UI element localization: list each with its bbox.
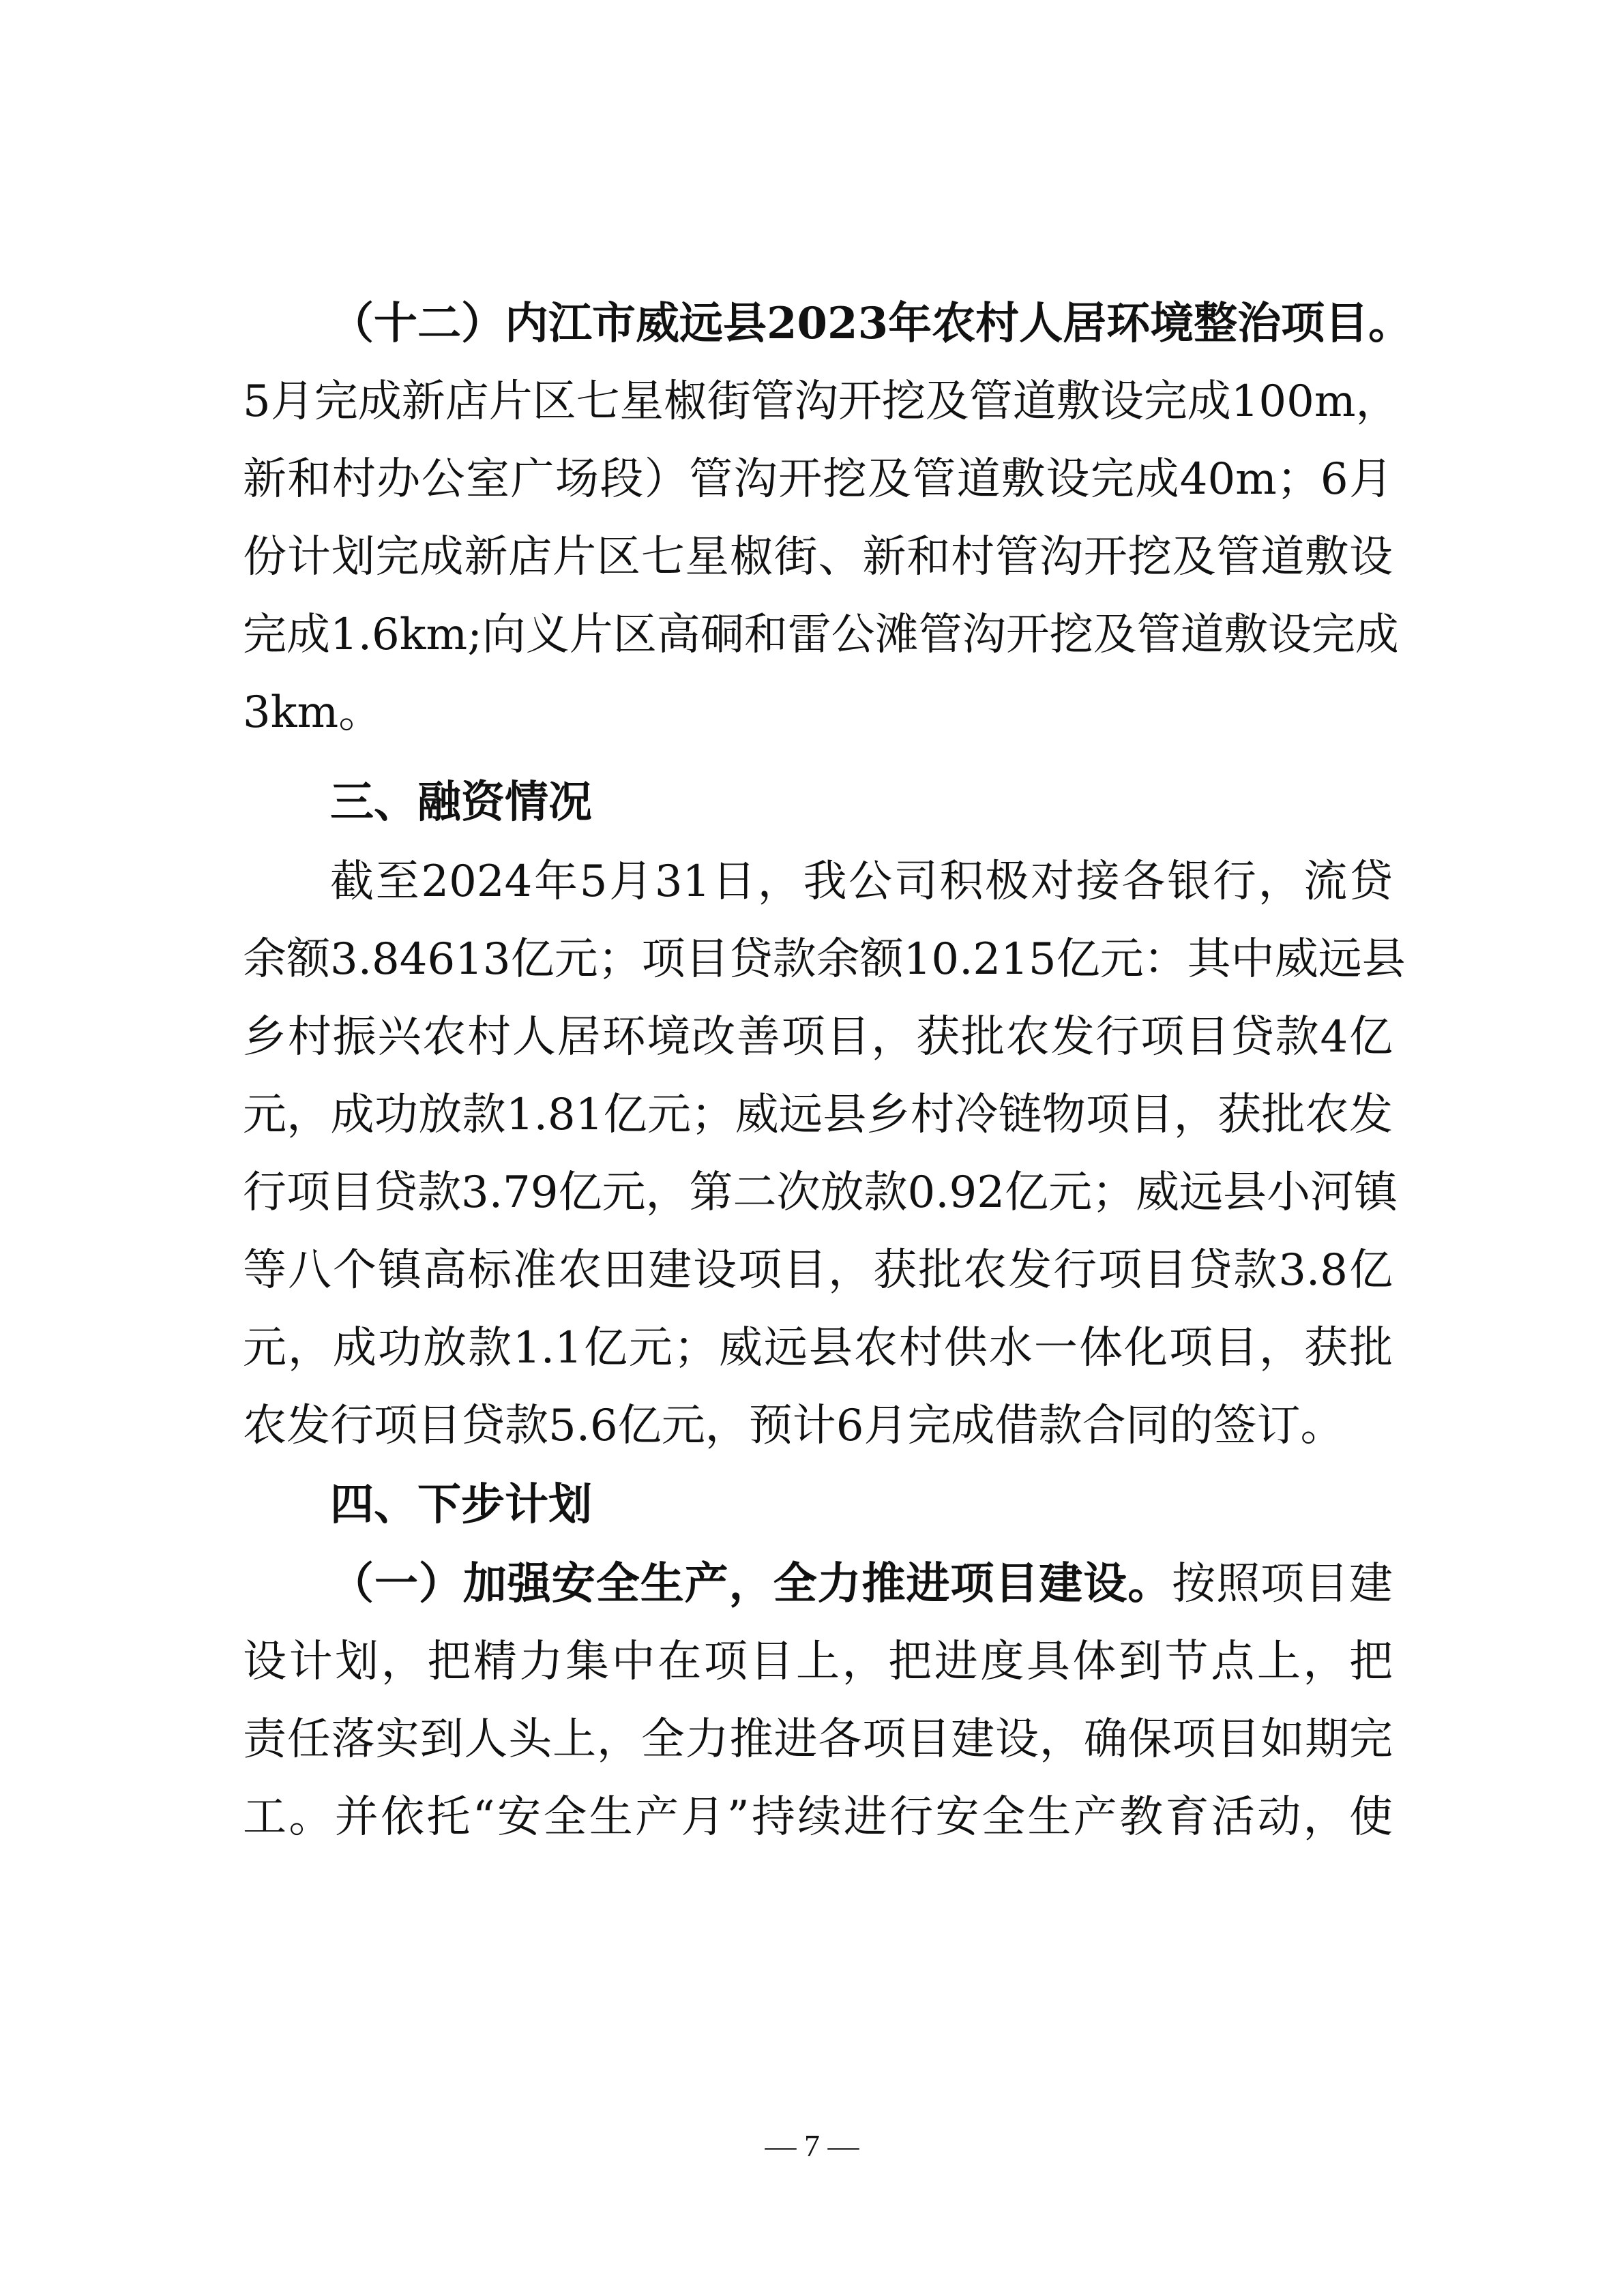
paragraph-line: 5月完成新店片区七星椒街管沟开挖及管道敷设完成100m， bbox=[243, 376, 1400, 427]
paragraph-line: 余额3.84613亿元；项目贷款余额10.215亿元：其中威远县 bbox=[243, 934, 1406, 985]
paragraph-line: 份计划完成新店片区七星椒街、新和村管沟开挖及管道敷设 bbox=[243, 532, 1393, 582]
page-number: — 7 — bbox=[765, 2128, 859, 2163]
paragraph-line: 新和村办公室广场段）管沟开挖及管道敷设完成40m；6月 bbox=[243, 454, 1393, 505]
document-body bbox=[243, 285, 1413, 1856]
section-heading-financing: 三、融资情况 bbox=[330, 777, 592, 828]
paragraph-line: 责任落实到人头上，全力推进各项目建设，确保项目如期完 bbox=[243, 1714, 1393, 1765]
paragraph-line: 完成1.6km;向义片区高硐和雷公滩管沟开挖及管道敷设完成 bbox=[243, 610, 1399, 660]
paragraph-line: 等八个镇高标准农田建设项目，获批农发行项目贷款3.8亿 bbox=[243, 1245, 1393, 1296]
paragraph-line: 元，成功放款1.1亿元；威远县农村供水一体化项目，获批 bbox=[243, 1323, 1393, 1373]
next-plan-paragraph bbox=[243, 1545, 1393, 1856]
section-heading-next-plan: 四、下步计划 bbox=[330, 1479, 592, 1530]
paragraph-line bbox=[243, 1545, 1393, 1623]
paragraph-line: 元，成功放款1.81亿元；威远县乡村冷链物项目，获批农发 bbox=[243, 1090, 1393, 1140]
paragraph-line: （十二）内江市威远县2023年农村人居环境整治项目。 bbox=[330, 298, 1413, 349]
paragraph-line: 3km。 bbox=[243, 687, 383, 738]
financing-paragraph bbox=[243, 843, 1406, 1465]
paragraph-line: 行项目贷款3.79亿元，第二次放款0.92亿元；威远县小河镇 bbox=[243, 1167, 1398, 1218]
paragraph-line: 农发行项目贷款5.6亿元，预计6月完成借款合同的签订。 bbox=[243, 1401, 1344, 1451]
paragraph-line: 乡村振兴农村人居环境改善项目，获批农发行项目贷款4亿 bbox=[243, 1012, 1393, 1062]
paragraph-line: 设计划，把精力集中在项目上，把进度具体到节点上，把 bbox=[243, 1637, 1393, 1687]
paragraph-text: 按照项目建 bbox=[1172, 1559, 1393, 1609]
subheading-lead: （一）加强安全生产，全力推进项目建设。 bbox=[330, 1558, 1172, 1609]
section-12-paragraph bbox=[243, 285, 1413, 751]
paragraph-line: 工。并依托“安全生产月”持续进行安全生产教育活动，使 bbox=[243, 1792, 1393, 1843]
paragraph-line: 截至2024年5月31日，我公司积极对接各银行，流贷 bbox=[330, 856, 1393, 907]
